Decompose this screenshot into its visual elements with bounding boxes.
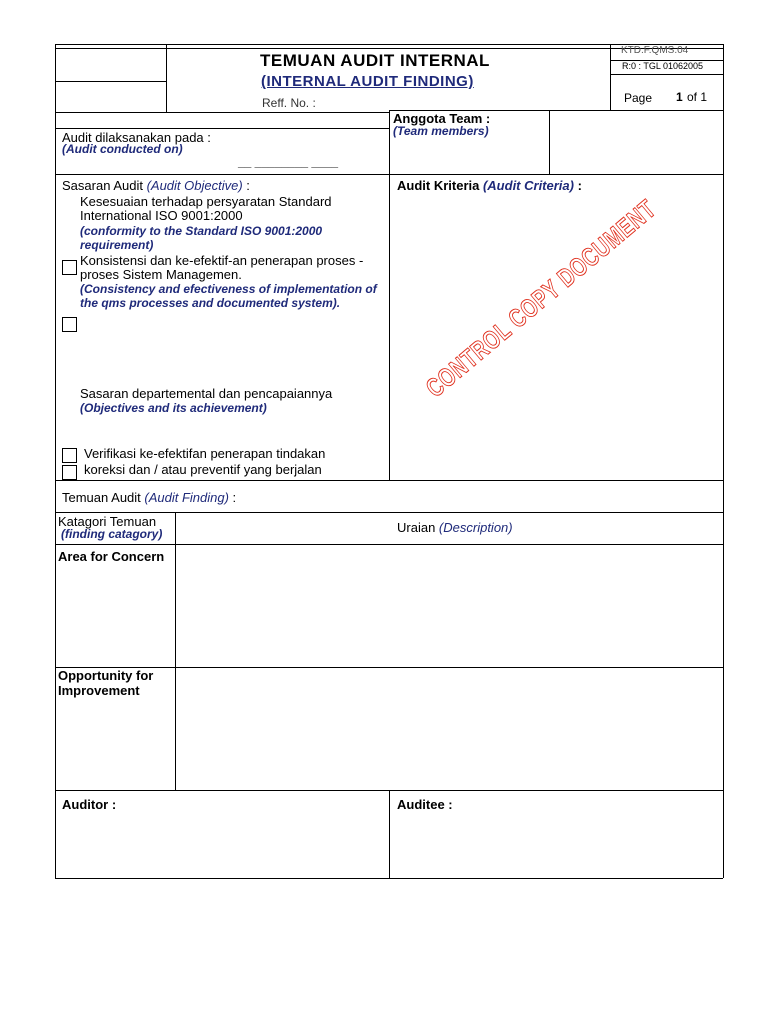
team-label: Anggota Team : [393,111,491,126]
header-divider-left [166,44,167,112]
header-divider-right [610,44,611,110]
header-left-mid [55,81,166,82]
finding-label-en: (Audit Finding) [144,490,229,505]
finding-colon: : [228,490,237,505]
objective-label-en: (Audit Objective) [146,178,243,193]
objective-item4-line2: koreksi dan / atau preventif yang berjalan [84,462,322,477]
objective-item4-line1: Verifikasi ke-efektifan penerapan tindakan [84,446,326,461]
control-copy-stamp: CONTROL COPY DOCUMENT [420,193,662,403]
objective-item3-en: (Objectives and its achievement) [80,401,267,415]
finding-label: Temuan Audit [62,490,145,505]
auditor-label: Auditor : [62,797,117,812]
objective-label: Sasaran Audit [62,178,147,193]
left-border [55,44,56,878]
doc-code: KTD.F.QMS.04 [621,45,689,56]
signature-divider [389,790,390,878]
objective-item1-en: (conformity to the Standard ISO 9001:2000 requirement) [80,224,323,252]
conducted-label: Audit dilaksanakan pada : [62,130,211,145]
form-title: TEMUAN AUDIT INTERNAL [260,51,490,70]
page-of: of 1 [687,90,708,104]
checkbox-item4b[interactable] [62,465,77,480]
objective-item2-en: (Consistency and efectiveness of implementation of the qms processes and documented system). [80,282,377,310]
checkbox-item4a[interactable] [62,448,77,463]
row-opportunity-line1: Opportunity for [58,668,154,683]
team-divider-right [549,110,550,174]
conducted-label-en: (Audit conducted on) [62,142,183,156]
checkbox-item3[interactable] [62,317,77,332]
description-label-en: (Description) [438,520,513,535]
finding-top [55,480,723,481]
objective-heading [62,178,250,193]
conducted-date-blank: __ ________ ____ [238,155,339,169]
category-header-en: (finding catagory) [61,527,163,541]
criteria-label: Audit Kriteria [397,178,483,193]
criteria-label-en: (Audit Criteria) [482,178,574,193]
header-bottom [55,128,389,129]
reff-row-line [55,112,389,113]
page-label: Page [624,91,653,105]
checkbox-item2[interactable] [62,260,77,275]
header-right-mid2 [610,74,723,75]
criteria-heading [397,178,582,193]
objective-item3: Sasaran departemental dan pencapaiannya [80,386,333,401]
reff-label: Reff. No. : [262,96,316,110]
bottom-border [55,878,723,879]
description-header [397,520,513,535]
team-label-en: (Team members) [393,124,489,138]
category-header: Katagori Temuan [58,514,157,529]
right-border [723,44,724,878]
form-subtitle: (INTERNAL AUDIT FINDING) [261,73,474,90]
table-row-divider [55,667,723,668]
row-area-for-concern: Area for Concern [58,549,165,564]
criteria-colon: : [573,178,582,193]
description-label: Uraian [397,520,439,535]
table-col-divider [175,512,176,790]
revision-label: R:0 : TGL 01062005 [622,61,704,71]
team-divider [389,110,390,174]
auditee-label: Auditee : [397,797,453,812]
row-opportunity-line2: Improvement [58,683,140,698]
table-top [55,512,723,513]
finding-heading [62,490,236,505]
table-header-bottom [55,544,723,545]
objective-divider [389,174,390,480]
objective-item1: Kesesuaian terhadap persyaratan Standard International ISO 9001:2000 [80,194,332,223]
objective-colon: : [242,178,250,193]
objective-item2: Konsistensi dan ke-efektif-an penerapan proses - proses Sistem Managemen. [80,253,364,282]
page-number: 1 [676,90,683,104]
